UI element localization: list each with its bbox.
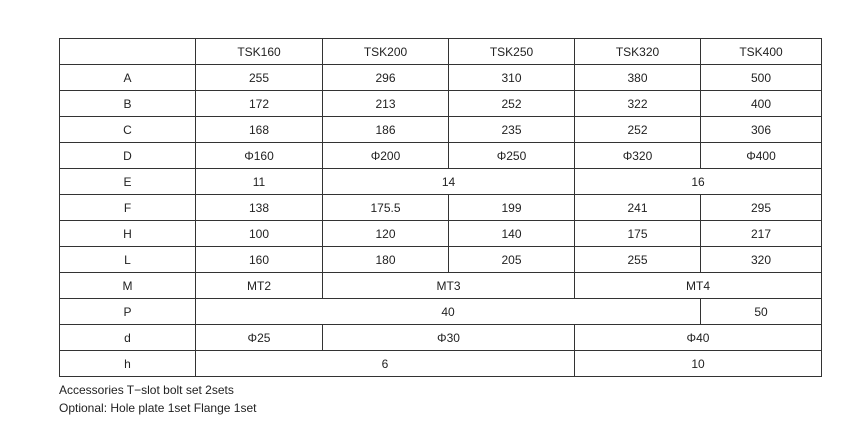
header-cell: TSK400 bbox=[701, 39, 822, 65]
table-cell: 160 bbox=[196, 247, 323, 273]
table-row bbox=[60, 117, 822, 143]
row-label: E bbox=[60, 169, 196, 195]
header-cell: TSK250 bbox=[449, 39, 575, 65]
table-row bbox=[60, 65, 822, 91]
row-label: A bbox=[60, 65, 196, 91]
table-cell: Φ250 bbox=[449, 143, 575, 169]
table-row bbox=[60, 247, 822, 273]
row-label: H bbox=[60, 221, 196, 247]
table-cell: 120 bbox=[323, 221, 449, 247]
table-cell: MT2 bbox=[196, 273, 323, 299]
table-cell: 138 bbox=[196, 195, 323, 221]
table-cell: 50 bbox=[701, 299, 822, 325]
optional-note: Optional: Hole plate 1set Flange 1set bbox=[59, 401, 257, 415]
table-row bbox=[60, 195, 822, 221]
table-cell: Φ25 bbox=[196, 325, 323, 351]
header-corner-cell bbox=[60, 39, 196, 65]
table-cell: MT4 bbox=[575, 273, 822, 299]
table-row bbox=[60, 143, 822, 169]
table-cell: 172 bbox=[196, 91, 323, 117]
row-label: M bbox=[60, 273, 196, 299]
table-row bbox=[60, 299, 822, 325]
table-cell: 140 bbox=[449, 221, 575, 247]
table-cell: 310 bbox=[449, 65, 575, 91]
row-label: C bbox=[60, 117, 196, 143]
row-label: D bbox=[60, 143, 196, 169]
table-cell: 255 bbox=[196, 65, 323, 91]
table-cell: 213 bbox=[323, 91, 449, 117]
table-cell: 205 bbox=[449, 247, 575, 273]
table-row bbox=[60, 351, 822, 377]
table-cell: Φ320 bbox=[575, 143, 701, 169]
table-row bbox=[60, 169, 822, 195]
header-cell: TSK320 bbox=[575, 39, 701, 65]
row-label: P bbox=[60, 299, 196, 325]
table-cell: 40 bbox=[196, 299, 701, 325]
table-cell: 295 bbox=[701, 195, 822, 221]
accessories-note: Accessories T−slot bolt set 2sets bbox=[59, 383, 234, 397]
header-cell: TSK200 bbox=[323, 39, 449, 65]
table-cell: 217 bbox=[701, 221, 822, 247]
table-cell: 11 bbox=[196, 169, 323, 195]
table-cell: 175.5 bbox=[323, 195, 449, 221]
table-cell: Φ30 bbox=[323, 325, 575, 351]
table-cell: 252 bbox=[575, 117, 701, 143]
header-row bbox=[60, 39, 822, 65]
row-label: F bbox=[60, 195, 196, 221]
row-label: d bbox=[60, 325, 196, 351]
table-cell: MT3 bbox=[323, 273, 575, 299]
table-row bbox=[60, 273, 822, 299]
table-cell: 180 bbox=[323, 247, 449, 273]
table-cell: 500 bbox=[701, 65, 822, 91]
table-cell: Φ160 bbox=[196, 143, 323, 169]
table-cell: Φ400 bbox=[701, 143, 822, 169]
row-label: B bbox=[60, 91, 196, 117]
table-cell: 6 bbox=[196, 351, 575, 377]
table-cell: 16 bbox=[575, 169, 822, 195]
header-cell: TSK160 bbox=[196, 39, 323, 65]
table-cell: 100 bbox=[196, 221, 323, 247]
table-cell: Φ200 bbox=[323, 143, 449, 169]
spec-table bbox=[59, 38, 822, 377]
table-cell: 400 bbox=[701, 91, 822, 117]
table-row bbox=[60, 91, 822, 117]
row-label: h bbox=[60, 351, 196, 377]
table-cell: 255 bbox=[575, 247, 701, 273]
row-label: L bbox=[60, 247, 196, 273]
table-cell: 296 bbox=[323, 65, 449, 91]
table-cell: 380 bbox=[575, 65, 701, 91]
table-cell: 322 bbox=[575, 91, 701, 117]
table-cell: 14 bbox=[323, 169, 575, 195]
table-cell: Φ40 bbox=[575, 325, 822, 351]
table-cell: 175 bbox=[575, 221, 701, 247]
table-cell: 199 bbox=[449, 195, 575, 221]
table-cell: 186 bbox=[323, 117, 449, 143]
table-cell: 168 bbox=[196, 117, 323, 143]
table-cell: 10 bbox=[575, 351, 822, 377]
table-row bbox=[60, 325, 822, 351]
table-cell: 252 bbox=[449, 91, 575, 117]
table-cell: 235 bbox=[449, 117, 575, 143]
table-cell: 241 bbox=[575, 195, 701, 221]
table-cell: 306 bbox=[701, 117, 822, 143]
table-row bbox=[60, 221, 822, 247]
table-cell: 320 bbox=[701, 247, 822, 273]
